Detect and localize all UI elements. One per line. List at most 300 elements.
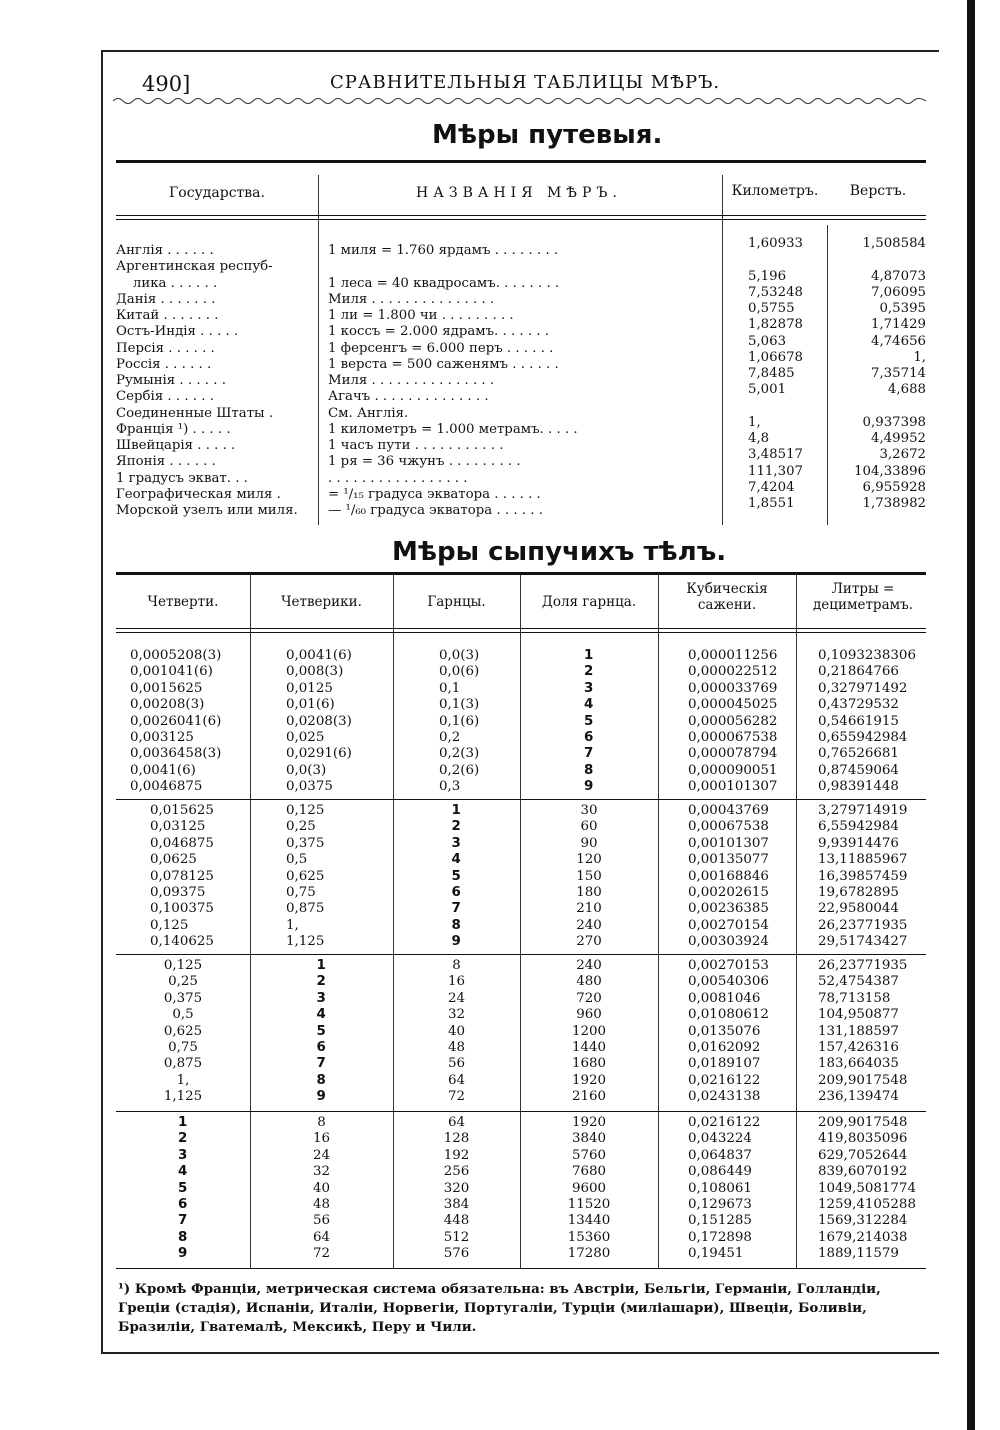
dry-cell: 2 bbox=[451, 819, 461, 835]
dry-cell: 7680 bbox=[571, 1164, 607, 1180]
dry-cell: 6,55942984 bbox=[818, 819, 899, 835]
dry-cell: 6 bbox=[584, 730, 594, 745]
rule bbox=[116, 628, 926, 629]
dry-cell: 64 bbox=[447, 1115, 466, 1130]
dry-cell: 0,00236385 bbox=[688, 901, 769, 917]
dry-cell: 0,0625 bbox=[150, 852, 197, 868]
rule bbox=[116, 160, 926, 163]
dry-cell: 0,0291(6) bbox=[286, 746, 352, 762]
dry-cell: 0,327971492 bbox=[818, 680, 908, 696]
dry-cell: 0,00270153 bbox=[688, 958, 769, 973]
travel-km-cell: 111,307 bbox=[748, 463, 803, 479]
column-divider bbox=[318, 175, 319, 525]
dry-cell: 0,00270154 bbox=[688, 917, 769, 933]
dry-cell: 0,000056282 bbox=[688, 713, 778, 729]
travel-versts-cell: 3,2672 bbox=[879, 447, 926, 463]
dry-cell: 90 bbox=[580, 835, 598, 851]
dry-cell: 5 bbox=[451, 868, 461, 884]
travel-versts-cell: 4,87073 bbox=[871, 268, 926, 284]
dry-header-cell: Четверики. bbox=[281, 594, 362, 610]
dry-cell: 480 bbox=[576, 974, 602, 990]
dry-cell: 1 bbox=[316, 958, 326, 973]
dry-cell: 8 bbox=[584, 762, 594, 778]
travel-versts-cell bbox=[830, 252, 926, 268]
dry-cell: 2 bbox=[584, 664, 594, 680]
travel-country-cell: Соединенные Штаты . bbox=[116, 405, 274, 421]
dry-cell: 0,00135077 bbox=[688, 852, 769, 868]
travel-measure-cell: 1 часъ пути . . . . . . . . . . . bbox=[328, 438, 504, 453]
dry-cell: 0,0026041(6) bbox=[130, 713, 222, 729]
page-number: 490] bbox=[142, 72, 191, 96]
dry-cell: 183,664035 bbox=[818, 1056, 899, 1072]
travel-measure-cell: 1 миля = 1.760 ярдамъ . . . . . . . . bbox=[328, 243, 559, 258]
dry-cell: 0,0081046 bbox=[688, 990, 761, 1006]
travel-versts-cell: 0,5395 bbox=[879, 301, 926, 316]
travel-km-cell: 7,8485 bbox=[748, 366, 795, 381]
dry-cell: 0,172898 bbox=[688, 1229, 752, 1245]
dry-cell: 0,0189107 bbox=[688, 1056, 761, 1072]
travel-measure-cell: — ¹/₆₀ градуса экватора . . . . . . bbox=[328, 503, 543, 518]
dry-cell: 9600 bbox=[571, 1180, 607, 1196]
dry-cell: 128 bbox=[443, 1131, 470, 1147]
dry-cell: 0,151285 bbox=[688, 1213, 752, 1229]
dry-cell: 13440 bbox=[567, 1213, 611, 1229]
dry-cell: 0,015625 bbox=[150, 803, 214, 818]
dry-cell: 72 bbox=[447, 1089, 466, 1105]
dry-cell: 0,655942984 bbox=[818, 730, 908, 745]
dry-cell: 22,9580044 bbox=[818, 901, 899, 917]
dry-cell: 9 bbox=[451, 934, 461, 950]
group-rule bbox=[116, 799, 926, 800]
travel-versts-cell: 4,688 bbox=[887, 382, 926, 398]
dry-cell: 209,9017548 bbox=[818, 1115, 908, 1130]
dry-cell: 1 bbox=[178, 1115, 188, 1130]
dry-cell: 24 bbox=[312, 1147, 331, 1163]
dry-cell: 419,8035096 bbox=[818, 1131, 908, 1147]
travel-country-cell: лика . . . . . . bbox=[116, 275, 218, 291]
dry-cell: 26,23771935 bbox=[818, 917, 908, 933]
header-measure-names: НАЗВАНІЯ МѢРЪ. bbox=[416, 185, 622, 201]
country-column bbox=[116, 243, 316, 519]
travel-measure-cell: 1 верста = 500 саженямъ . . . . . . bbox=[328, 356, 559, 372]
travel-country-cell: Аргентинская респуб- bbox=[116, 259, 273, 275]
travel-measure-cell: 1 коссъ = 2.000 ядрамъ. . . . . . . bbox=[328, 324, 550, 340]
travel-country-cell: Морской узелъ или миля. bbox=[116, 503, 298, 518]
dry-header-cell: Четверти. bbox=[147, 594, 219, 610]
travel-measure-cell: Агачъ . . . . . . . . . . . . . . bbox=[328, 389, 489, 405]
dry-cell: 384 bbox=[443, 1197, 470, 1212]
dry-cell: 40 bbox=[312, 1180, 331, 1196]
dry-cell: 8 bbox=[452, 958, 461, 973]
dry-cell: 8 bbox=[316, 1072, 326, 1088]
dry-cell: 0,0135076 bbox=[688, 1023, 761, 1039]
dry-cell: 0,87459064 bbox=[818, 762, 899, 778]
dry-cell: 1200 bbox=[571, 1023, 607, 1039]
dry-cell: 0,1093238306 bbox=[818, 648, 916, 663]
dry-cell: 0,625 bbox=[163, 1023, 203, 1039]
travel-measure-cell: 1 ли = 1.800 чи . . . . . . . . . bbox=[328, 308, 514, 323]
dry-cell: 0,000078794 bbox=[688, 746, 778, 762]
dry-cell: 11520 bbox=[567, 1197, 611, 1212]
dry-cell: 4 bbox=[178, 1164, 188, 1180]
dry-cell: 0,76526681 bbox=[818, 746, 899, 762]
dry-cell: 0,003125 bbox=[130, 730, 194, 745]
dry-cell: 0,1(3) bbox=[439, 697, 480, 713]
dry-cell: 0,2(6) bbox=[439, 762, 480, 778]
dry-cell: 8 bbox=[317, 1115, 326, 1130]
dry-cell: 180 bbox=[576, 885, 602, 900]
dry-cell: 0,043224 bbox=[688, 1131, 752, 1147]
travel-km-cell: 4,8 bbox=[748, 431, 770, 446]
dry-cell: 30 bbox=[580, 803, 598, 818]
travel-km-cell: 7,4204 bbox=[748, 479, 795, 495]
rule bbox=[116, 1268, 926, 1269]
travel-versts-cell: 0,937398 bbox=[862, 414, 926, 430]
dry-cell: 26,23771935 bbox=[818, 958, 908, 973]
dry-cell: 0,140625 bbox=[150, 934, 214, 950]
dry-cell: 64 bbox=[312, 1229, 331, 1245]
km-column bbox=[748, 236, 826, 512]
dry-cell: 56 bbox=[312, 1213, 331, 1229]
dry-cell: 0,00208(3) bbox=[130, 697, 205, 713]
dry-cell: 0,0243138 bbox=[688, 1089, 761, 1105]
dry-cell: 0,00043769 bbox=[688, 803, 769, 818]
dry-cell: 24 bbox=[447, 990, 466, 1006]
dry-cell: 5760 bbox=[571, 1147, 607, 1163]
travel-versts-cell: 4,74656 bbox=[871, 333, 926, 349]
travel-km-cell: 1,06678 bbox=[748, 349, 803, 365]
dry-cell: 0,0046875 bbox=[130, 779, 203, 795]
travel-country-cell: Географическая миля . bbox=[116, 486, 281, 502]
travel-versts-cell bbox=[830, 399, 926, 415]
dry-cell: 16 bbox=[312, 1131, 331, 1147]
travel-country-cell: Китай . . . . . . . bbox=[116, 308, 219, 323]
dry-cell: 0,0041(6) bbox=[286, 648, 352, 663]
group-rule bbox=[116, 1111, 926, 1112]
dry-cell: 7 bbox=[451, 901, 461, 917]
dry-cell: 52,4754387 bbox=[818, 974, 899, 990]
travel-measure-cell: 1 километръ = 1.000 метрамъ. . . . . bbox=[328, 421, 578, 437]
dry-cell: 0,086449 bbox=[688, 1164, 752, 1180]
travel-versts-cell: 6,955928 bbox=[862, 479, 926, 495]
dry-cell: 0,25 bbox=[286, 819, 316, 835]
dry-cell: 0,000033769 bbox=[688, 680, 778, 696]
rule bbox=[116, 219, 926, 220]
dry-cell: 0,01(6) bbox=[286, 697, 335, 713]
dry-cell: 0,108061 bbox=[688, 1180, 752, 1196]
travel-country-cell: Сербія . . . . . . bbox=[116, 389, 214, 405]
dry-cell: 32 bbox=[447, 1007, 466, 1023]
dry-cell: 78,713158 bbox=[818, 990, 891, 1006]
dry-cell: 0,21864766 bbox=[818, 664, 899, 680]
dry-cell: 7 bbox=[178, 1213, 188, 1229]
dry-cell: 320 bbox=[443, 1180, 470, 1196]
dry-cell: 1049,5081774 bbox=[818, 1180, 916, 1196]
travel-versts-cell: 4,49952 bbox=[871, 431, 926, 446]
travel-km-cell bbox=[748, 399, 826, 415]
measure-column bbox=[328, 243, 718, 519]
dry-cell: 1440 bbox=[571, 1040, 607, 1055]
travel-country-cell: Россія . . . . . . bbox=[116, 356, 212, 372]
dry-cell: 0,2 bbox=[439, 730, 461, 745]
dry-cell: 1, bbox=[286, 917, 299, 933]
dry-cell: 29,51743427 bbox=[818, 934, 908, 950]
dry-cell: 1920 bbox=[571, 1072, 607, 1088]
column-divider bbox=[722, 175, 723, 525]
dry-cell: 1569,312284 bbox=[818, 1213, 908, 1229]
travel-km-cell bbox=[748, 252, 826, 268]
dry-cell: 0,000011256 bbox=[688, 648, 778, 663]
dry-cell: 0,000090051 bbox=[688, 762, 778, 778]
dry-cell: 72 bbox=[312, 1246, 331, 1262]
dry-cell: 0,875 bbox=[163, 1056, 203, 1072]
dry-cell: 5 bbox=[584, 713, 594, 729]
dry-cell: 0,00067538 bbox=[688, 819, 769, 835]
dry-header-cell: Доля гарнца. bbox=[541, 594, 637, 610]
rule bbox=[116, 572, 926, 575]
dry-cell: 4 bbox=[316, 1007, 326, 1023]
travel-country-cell: Данія . . . . . . . bbox=[116, 291, 216, 307]
dry-cell: 0,008(3) bbox=[286, 664, 344, 680]
travel-km-cell: 0,5755 bbox=[748, 301, 795, 316]
dry-cell: 0,375 bbox=[163, 990, 203, 1006]
dry-cell: 1679,214038 bbox=[818, 1229, 908, 1245]
travel-country-cell: Швейцарія . . . . . bbox=[116, 438, 236, 453]
dry-cell: 1,125 bbox=[286, 934, 325, 950]
dry-cell: 1 bbox=[584, 648, 594, 663]
dry-cell: 0,125 bbox=[150, 917, 189, 933]
dry-cell: 0,2(3) bbox=[439, 746, 480, 762]
travel-measure-cell: 1 ферсенгъ = 6.000 перъ . . . . . . bbox=[328, 340, 554, 356]
travel-measure-cell: = ¹/₁₅ градуса экватора . . . . . . bbox=[328, 486, 541, 502]
dry-cell: 0,0041(6) bbox=[130, 762, 196, 778]
travel-versts-cell: 7,06095 bbox=[871, 284, 926, 300]
dry-cell: 0,0216122 bbox=[688, 1072, 761, 1088]
section-title-travel-measures: Мѣры путевыя. bbox=[432, 120, 663, 150]
dry-cell: 2 bbox=[316, 974, 326, 990]
dry-cell: 48 bbox=[447, 1040, 466, 1055]
dry-cell: 0,0125 bbox=[286, 680, 333, 696]
dry-cell: 3 bbox=[451, 835, 461, 851]
dry-cell: 2 bbox=[178, 1131, 188, 1147]
travel-measure-cell bbox=[328, 259, 718, 275]
travel-km-cell: 1, bbox=[748, 414, 761, 430]
dry-cell: 8 bbox=[178, 1229, 188, 1245]
dry-cell: 13,11885967 bbox=[818, 852, 908, 868]
dry-cell: 1,125 bbox=[163, 1089, 203, 1105]
dry-cell: 3 bbox=[316, 990, 326, 1006]
dry-cell: 0,00303924 bbox=[688, 934, 769, 950]
header-versts: Верстъ. bbox=[849, 183, 907, 199]
travel-country-cell: Франція ¹) . . . . . bbox=[116, 421, 231, 437]
travel-versts-cell: 1,71429 bbox=[871, 317, 926, 333]
dry-cell: 0,5 bbox=[286, 852, 308, 868]
footnote: ¹) Кромѣ Франціи, метрическая система обязательна: въ Австріи, Бельгіи, Германіи, Голландіи, Греціи (стадія), Испаніи, Италіи, Норвегіи, Португаліи, Турціи (миліашари), Швеціи, Боливіи, Бразиліи, Гватемалѣ, Мексикѣ, Перу и Чили. bbox=[118, 1281, 881, 1335]
dry-cell: 40 bbox=[447, 1023, 466, 1039]
travel-versts-cell: 1, bbox=[913, 349, 926, 365]
dry-cell: 60 bbox=[580, 819, 598, 835]
travel-country-cell: Японія . . . . . . bbox=[116, 454, 216, 470]
dry-cell: 19,6782895 bbox=[818, 885, 899, 900]
dry-cell: 210 bbox=[576, 901, 602, 917]
dry-cell: 240 bbox=[576, 958, 602, 973]
dry-cell: 2160 bbox=[571, 1089, 607, 1105]
travel-km-cell: 3,48517 bbox=[748, 447, 803, 463]
dry-cell: 9 bbox=[316, 1089, 326, 1105]
dry-cell: 6 bbox=[451, 885, 461, 900]
dry-cell: 6 bbox=[178, 1197, 188, 1212]
dry-cell: 6 bbox=[316, 1040, 326, 1055]
dry-cell: 0,00540306 bbox=[688, 974, 769, 990]
dry-cell: 0,3 bbox=[439, 779, 461, 795]
travel-measure-cell: Миля . . . . . . . . . . . . . . . bbox=[328, 291, 495, 307]
travel-km-cell: 5,196 bbox=[748, 268, 787, 284]
dry-cell: 0,0036458(3) bbox=[130, 746, 222, 762]
dry-cell: 960 bbox=[576, 1007, 602, 1023]
dry-cell: 0,100375 bbox=[150, 901, 214, 917]
dry-cell: 1 bbox=[451, 803, 461, 818]
travel-measure-cell: 1 ря = 36 чжунъ . . . . . . . . . bbox=[328, 454, 521, 470]
dry-cell: 4 bbox=[584, 697, 594, 713]
section-title-dry-measures: Мѣры сыпучихъ тѣлъ. bbox=[392, 537, 727, 567]
dry-cell: 0,1 bbox=[439, 680, 461, 696]
dry-cell: 0,54661915 bbox=[818, 713, 899, 729]
dry-cell: 131,188597 bbox=[818, 1023, 899, 1039]
travel-versts-cell: 7,35714 bbox=[871, 366, 926, 381]
dry-header-cell: Гарнцы. bbox=[427, 594, 486, 610]
dry-cell: 240 bbox=[576, 917, 602, 933]
dry-cell: 0,875 bbox=[286, 901, 325, 917]
group-rule bbox=[116, 954, 926, 955]
header-country: Государства. bbox=[169, 185, 265, 201]
travel-country-cell: Румынія . . . . . . bbox=[116, 373, 226, 388]
column-divider bbox=[658, 575, 659, 1268]
dry-cell: 1259,4105288 bbox=[818, 1197, 916, 1212]
rule bbox=[116, 632, 926, 633]
dry-cell: 0,625 bbox=[286, 868, 325, 884]
dry-cell: 0,000022512 bbox=[688, 664, 778, 680]
travel-versts-cell: 1,508584 bbox=[862, 236, 926, 251]
dry-cell: 0,00101307 bbox=[688, 835, 769, 851]
dry-cell: 0,75 bbox=[168, 1040, 198, 1055]
dry-cell: 0,00202615 bbox=[688, 885, 769, 900]
dry-cell: 48 bbox=[312, 1197, 331, 1212]
dry-cell: 157,426316 bbox=[818, 1040, 899, 1055]
travel-km-cell: 5,063 bbox=[748, 333, 787, 349]
dry-cell: 0,0162092 bbox=[688, 1040, 761, 1055]
dry-cell: 209,9017548 bbox=[818, 1072, 908, 1088]
dry-cell: 0,125 bbox=[163, 958, 203, 973]
dry-cell: 16,39857459 bbox=[818, 868, 908, 884]
travel-country-cell: Персія . . . . . . bbox=[116, 340, 215, 356]
dry-cell: 0,0(3) bbox=[439, 648, 480, 663]
travel-measure-cell: См. Англія. bbox=[328, 405, 409, 421]
dry-cell: 8 bbox=[451, 917, 461, 933]
dry-cell: 17280 bbox=[567, 1246, 611, 1262]
dry-cell: 3840 bbox=[571, 1131, 607, 1147]
travel-versts-cell: 1,738982 bbox=[862, 496, 926, 511]
dry-cell: 32 bbox=[312, 1164, 331, 1180]
dry-cell: 1920 bbox=[571, 1115, 607, 1130]
dry-cell: 0,001041(6) bbox=[130, 664, 213, 680]
dry-cell: 0,00168846 bbox=[688, 868, 769, 884]
header-km: Километръ. bbox=[731, 183, 819, 199]
dry-cell: 0,0375 bbox=[286, 779, 333, 795]
dry-header-cell: Кубическія сажени. bbox=[686, 581, 768, 613]
dry-cell: 3,279714919 bbox=[818, 803, 908, 818]
dry-cell: 9 bbox=[584, 779, 594, 795]
dry-cell: 0,75 bbox=[286, 885, 316, 900]
dry-cell: 0,1(6) bbox=[439, 713, 480, 729]
dry-cell: 0,0(3) bbox=[286, 762, 327, 778]
versts-column bbox=[830, 236, 926, 512]
travel-measure-cell: Миля . . . . . . . . . . . . . . . bbox=[328, 373, 495, 388]
dry-cell: 0,0208(3) bbox=[286, 713, 352, 729]
dry-cell: 56 bbox=[447, 1056, 466, 1072]
dry-cell: 0,0015625 bbox=[130, 680, 203, 696]
dry-cell: 256 bbox=[443, 1164, 470, 1180]
wavy-rule bbox=[113, 96, 926, 106]
dry-cell: 0,129673 bbox=[688, 1197, 752, 1212]
dry-cell: 7 bbox=[316, 1056, 326, 1072]
dry-cell: 0,046875 bbox=[150, 835, 214, 851]
travel-country-cell: Англія . . . . . . bbox=[116, 243, 214, 258]
dry-cell: 236,139474 bbox=[818, 1089, 899, 1105]
dry-cell: 720 bbox=[576, 990, 602, 1006]
travel-country-cell: 1 градусъ экват. . . bbox=[116, 470, 248, 486]
rule bbox=[116, 215, 926, 216]
dry-cell: 0,98391448 bbox=[818, 779, 899, 795]
dry-cell: 4 bbox=[451, 852, 461, 868]
dry-cell: 3 bbox=[584, 680, 594, 696]
travel-km-cell: 1,60933 bbox=[748, 236, 803, 251]
travel-km-cell: 5,001 bbox=[748, 382, 787, 398]
travel-country-cell: Остъ-Индія . . . . . bbox=[116, 324, 239, 340]
travel-km-cell: 1,82878 bbox=[748, 317, 803, 333]
dry-cell: 1680 bbox=[571, 1056, 607, 1072]
column-divider bbox=[796, 575, 797, 1268]
dry-cell: 0,5 bbox=[172, 1007, 194, 1023]
dry-cell: 0,078125 bbox=[150, 868, 214, 884]
dry-cell: 0,0(6) bbox=[439, 664, 480, 680]
dry-header-cell: Литры = дециметрамъ. bbox=[812, 581, 913, 613]
dry-cell: 0,0005208(3) bbox=[130, 648, 222, 663]
dry-cell: 0,09375 bbox=[150, 885, 206, 900]
dry-cell: 5 bbox=[178, 1180, 188, 1196]
column-divider bbox=[827, 225, 828, 525]
dry-cell: 0,000101307 bbox=[688, 779, 778, 795]
dry-cell: 270 bbox=[576, 934, 602, 950]
dry-cell: 839,6070192 bbox=[818, 1164, 908, 1180]
travel-measure-cell: . . . . . . . . . . . . . . . . . bbox=[328, 470, 468, 486]
dry-cell: 0,000067538 bbox=[688, 730, 778, 745]
dry-cell: 0,43729532 bbox=[818, 697, 899, 713]
dry-cell: 192 bbox=[443, 1147, 470, 1163]
dry-cell: 0,025 bbox=[286, 730, 325, 745]
dry-cell: 448 bbox=[443, 1213, 470, 1229]
dry-cell: 0,03125 bbox=[150, 819, 206, 835]
travel-versts-cell: 104,33896 bbox=[854, 463, 926, 479]
dry-cell: 9 bbox=[178, 1246, 188, 1262]
dry-cell: 150 bbox=[576, 868, 602, 884]
dry-cell: 104,950877 bbox=[818, 1007, 899, 1023]
dry-cell: 512 bbox=[443, 1229, 470, 1245]
dry-cell: 576 bbox=[443, 1246, 470, 1262]
dry-cell: 0,25 bbox=[168, 974, 198, 990]
dry-cell: 0,125 bbox=[286, 803, 325, 818]
dry-cell: 15360 bbox=[567, 1229, 611, 1245]
dry-cell: 1, bbox=[176, 1072, 190, 1088]
